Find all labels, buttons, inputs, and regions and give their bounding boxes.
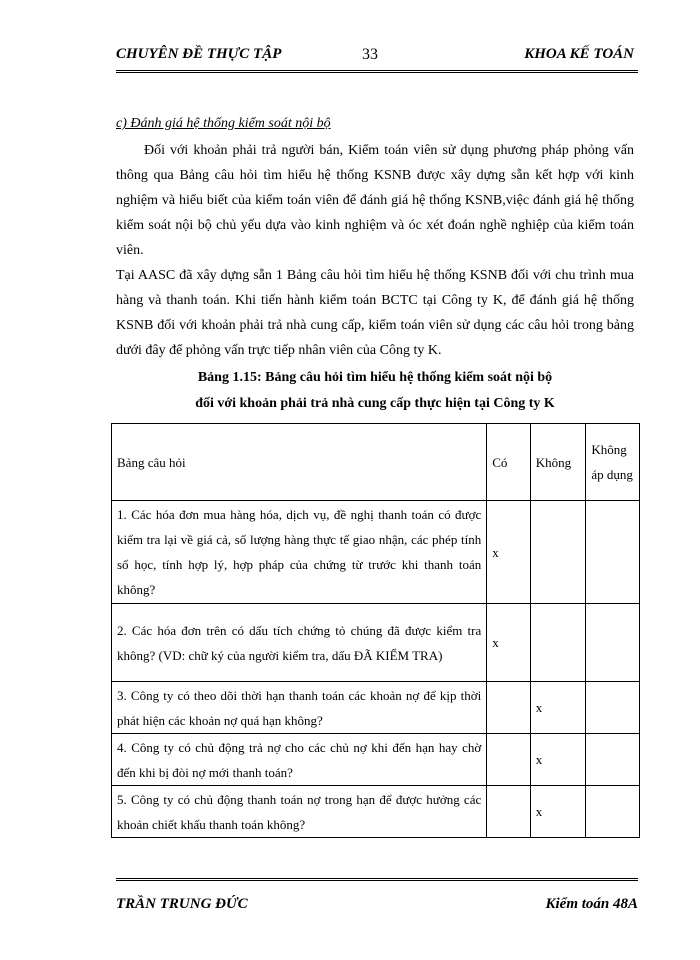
header-na: Không áp dụng xyxy=(586,424,640,501)
table-title-line-2: đối với khoản phải trả nhà cung cấp thực hiện tại Công ty K xyxy=(195,396,555,411)
page-content xyxy=(116,114,634,838)
paragraph-1: Đối với khoản phải trả người bán, Kiểm toán viên sử dụng phương pháp phỏng vấn thông qua Bảng câu hỏi tìm hiểu hệ thống KSNB được xây dựng sẵn kết hợp với kinh nghiệm và hiểu biết của kiểm toán viên để đánh giá hệ thống KSNB,việc đánh giá hệ thống kiểm soát nội bộ chủ yếu dựa vào kinh nghiệm và óc xét đoán nghề nghiệp của kiểm toán viên. xyxy=(116,143,634,258)
paragraph-2: Tại AASC đã xây dựng sẵn 1 Bảng câu hỏi tìm hiểu hệ thống KSNB đối với chu trình mua hàng và thanh toán. Khi tiến hành kiểm toán BCTC tại Công ty K, để đánh giá hệ thống KSNB đối với khoản phải trả nhà cung cấp, kiểm toán viên sử dụng các câu hỏi trong bảng dưới đây để phỏng vấn trực tiếp nhân viên của Công ty K. xyxy=(116,268,634,358)
na-cell xyxy=(586,786,640,838)
header-question: Bảng câu hỏi xyxy=(112,424,487,501)
table-row xyxy=(112,734,640,786)
no-cell: x xyxy=(530,734,586,786)
table-row xyxy=(112,501,640,604)
na-cell xyxy=(586,734,640,786)
no-cell xyxy=(530,501,586,604)
yes-cell xyxy=(487,786,530,838)
yes-cell: x xyxy=(487,501,530,604)
table-title xyxy=(116,365,634,417)
footer-class: Kiểm toán 48A xyxy=(545,896,638,912)
questionnaire-table xyxy=(111,423,640,838)
header-divider xyxy=(116,70,638,73)
na-cell xyxy=(586,682,640,734)
na-cell xyxy=(586,501,640,604)
section-title: c) Đánh giá hệ thống kiểm soát nội bộ xyxy=(116,116,331,131)
table-row xyxy=(112,786,640,838)
table-row xyxy=(112,604,640,682)
yes-cell: x xyxy=(487,604,530,682)
footer-author: TRẦN TRUNG ĐỨC xyxy=(116,896,248,912)
page-number: 33 xyxy=(362,46,378,63)
question-cell: 5. Công ty có chủ động thanh toán nợ trong hạn để được hưởng các khoản chiết khấu thanh toán không? xyxy=(112,786,487,838)
footer-divider xyxy=(116,878,638,881)
no-cell: x xyxy=(530,682,586,734)
no-cell: x xyxy=(530,786,586,838)
header-no: Không xyxy=(530,424,586,501)
table-title-line-1: Bảng 1.15: Bảng câu hỏi tìm hiểu hệ thống kiểm soát nội bộ xyxy=(197,370,553,385)
header-yes: Có xyxy=(487,424,530,501)
question-cell: 3. Công ty có theo dõi thời hạn thanh toán các khoản nợ để kịp thời phát hiện các khoản nợ quá hạn không? xyxy=(112,682,487,734)
question-cell: 1. Các hóa đơn mua hàng hóa, dịch vụ, đề nghị thanh toán có được kiểm tra lại về giá cả, số lượng hàng thực tế giao nhận, các phép tính số học, tính hợp lý, hợp pháp của chứng từ trước khi thanh toán không? xyxy=(112,501,487,604)
page-header xyxy=(116,46,634,68)
question-cell: 2. Các hóa đơn trên có dấu tích chứng tỏ chúng đã được kiểm tra không? (VD: chữ ký của người kiểm tra, dấu ĐÃ KIỂM TRA) xyxy=(112,604,487,682)
yes-cell xyxy=(487,682,530,734)
table-header-row xyxy=(112,424,640,501)
header-department: KHOA KẾ TOÁN xyxy=(524,46,634,62)
no-cell xyxy=(530,604,586,682)
question-cell: 4. Công ty có chủ động trả nợ cho các chủ nợ khi đến hạn hay chờ đến khi bị đòi nợ mới thanh toán? xyxy=(112,734,487,786)
header-course-title: CHUYÊN ĐỀ THỰC TẬP xyxy=(116,46,282,62)
table-row xyxy=(112,682,640,734)
na-cell xyxy=(586,604,640,682)
yes-cell xyxy=(487,734,530,786)
page-footer xyxy=(116,896,638,918)
